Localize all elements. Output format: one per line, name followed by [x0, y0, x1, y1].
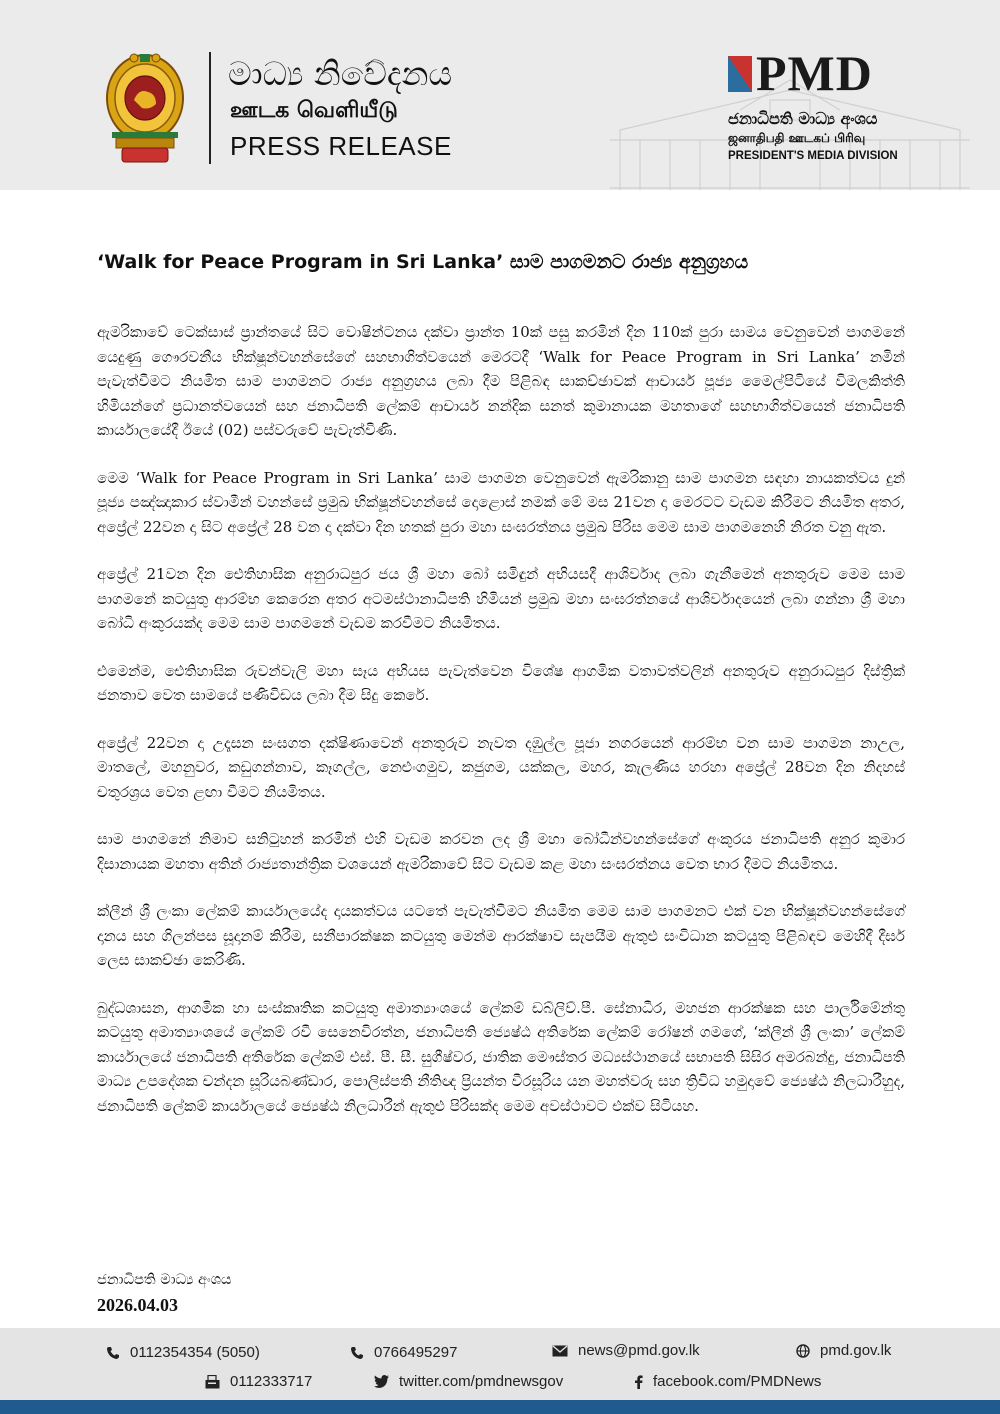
paragraph: අප්‍රේල් 22වන දා උදෑසන සංඝගත දක්ෂිණාවෙන් අනතුරුව නැවත දඹුල්ල පූජා නගරයෙන් ආරම්භ වන සාම පාගමන නාඋල, මාතලේ, මහනුවර, කඩුගන්නාව, කෑගල්ල, නෙළුංගමුව, කජුගම, යක්කල, මහර, කැලණිය හරහා අප්‍රේල් 28වන දින නිදහස් චතුරශ්‍රය වෙත ළඟා වීමට නියමිතය. [97, 733, 905, 801]
phone1-text[interactable]: 0112354354 (5050) [130, 1344, 260, 1361]
phone2-text[interactable]: 0766495297 [374, 1344, 458, 1361]
press-release-body [97, 320, 905, 1141]
footer-fax [205, 1373, 312, 1390]
phone-icon [350, 1346, 364, 1360]
fax-icon [205, 1375, 220, 1389]
paragraph: එමෙන්ම, ඓතිහාසික රුවන්වැලි මහා සෑය අභියස පැවැත්වෙන විශේෂ ආගමික වතාවත්වලින් අනතුරුව අනුරාධපුර දිස්ත්‍රික් ජනතාව වෙත සාමයේ පණිවිඩය ලබා දීම සිදු කෙරේ. [97, 661, 905, 704]
paragraph: ක්ලීන් ශ්‍රී ලංකා ලේකම් කාර්යාලයේද දායකත්වය යටතේ පැවැත්වීමට නියමිත මෙම සාම පාගමනට එක් වන භික්ෂූන්වහන්සේගේ දානය සහ ගිලන්පස සූදානම් කිරීම, සනීපාරක්ෂක කටයුතු මෙන්ම ආරක්ෂාව සැපයීම ඇතුළු සංවිධාන කටයුතු පිළිබඳව මෙහිදී දීර්ඝ ලෙස සාකච්ඡා කෙරිණි. [97, 902, 905, 969]
paragraph: සාම පාගමනේ නිමාව සනිටුහන් කරමින් එහි වැඩම කරවන ලද ශ්‍රී මහා බෝධීන්වහන්සේගේ අංකුරය ජනාධිපති අනුර කුමාර දිසානායක මහතා අතින් රාජ්‍යතාන්ත්‍රික වශයෙන් ඇමරිකාවේ සිට වැඩම කළ මහා සංඝරත්නය වෙත භාර දීමට නියමිතය. [97, 830, 905, 873]
paragraph: අප්‍රේල් 21වන දින ඓතිහාසික අනුරාධපුර ජය ශ්‍රී මහා බෝ සමිඳුන් අභියසදී ආශිර්වාද ලබා ගැනීමෙන් අනතුරුව මෙම සාම පාගමනේ කටයුතු ආරම්භ කෙරෙන අතර අටමස්ථානාධිපති හිමියන් ප්‍රමුඛ මහා සංඝරත්නයේ ආශිර්වාදයෙන් ලබා ගන්නා ශ්‍රී මහා බෝධි අංකුරයක්ද මෙම සාම පාගමනේ වැඩම කරවීමට නියමිතය. [97, 565, 905, 632]
facebook-link[interactable]: facebook.com/PMDNews [653, 1373, 822, 1390]
release-date: 2026.04.03 [97, 1295, 178, 1315]
footer-web [796, 1342, 891, 1359]
email-link[interactable]: news@pmd.gov.lk [578, 1342, 700, 1359]
email-icon [552, 1345, 568, 1357]
fax-text: 0112333717 [230, 1373, 313, 1390]
header-title-english: PRESS RELEASE [230, 131, 452, 161]
paragraph: ඇමරිකාවේ ටෙක්සාස් ප්‍රාන්තයේ සිට වොෂින්ටනය දක්වා ප්‍රාන්ත 10ක් පසු කරමින් දින 110ක් පුරා සාමය වෙනුවෙන් පාගමනේ යෙදුණු ගෞරවනීය භික්ෂූන්වහන්සේගේ සහභාගිත්වයෙන් මෙරටදී ‘Walk for Peace Program in Sri Lanka’ නමින් පැවැත්වීමට නියමිත සාම පාගමනට රාජ්‍ය අනුග්‍රහය ලබා දීම පිළිබඳ සාකච්ඡාවක් ආචාර්ය පූජ්‍ය මෛල්පිටියේ විමලකිත්ති හිමියන්ගේ ප්‍රධානත්වයෙන් සහ ජනාධිපති ලේකම් ආචාර්ය නන්දික සනත් කුමානායක මහතාගේ සහභාගිත්වයෙන් ජනාධිපති කාර්යාලයේදී ඊයේ (02) පස්වරුවේ පැවැත්විණි. [97, 323, 905, 439]
header-title-sinhala: මාධ්‍ය නිවේදනය [228, 54, 453, 93]
footer-email [552, 1342, 700, 1359]
footer-phone2 [350, 1344, 457, 1361]
twitter-link[interactable]: twitter.com/pmdnewsgov [399, 1373, 564, 1390]
pmd-name-english: PRESIDENT'S MEDIA DIVISION [728, 150, 898, 162]
pmd-name-sinhala: ජනාධිපති මාධ්‍ය අංශය [728, 109, 878, 128]
footer-facebook [634, 1373, 821, 1390]
header-title-tamil: ஊடக வெளியீடு [230, 98, 398, 123]
facebook-icon [634, 1375, 643, 1389]
website-link[interactable]: pmd.gov.lk [820, 1342, 892, 1359]
signoff-org: ජනාධිපති මාධ්‍ය අංශය [97, 1272, 232, 1288]
paragraph: බුද්ධශාසන, ආගමික හා සංස්කෘතික කටයුතු අමාත්‍යාංශයේ ලේකම් ඩබ්ලිව්.පී. සේනාධීර, මහජන ආරක්ෂක සහ පාර්ලිමේන්තු කටයුතු අමාත්‍යාංශයේ ලේකම් රවී සෙනෙවිරත්න, ජනාධිපති ජ්‍යෙෂ්ඨ අතිරේක ලේකම් රෝෂන් ගමගේ, ‘ක්ලීන් ශ්‍රී ලංකා’ ලේකම් කාර්යාලයේ ජනාධිපති අතිරේක ලේකම් එස්. පී. සී. සුගීෂ්වර, ජාතික මෞස්තර මධ්‍යස්ථානයේ සභාපති සිසිර අමරබන්දු, ජනාධිපති මාධ්‍ය උපදේශක චන්දන සූරියබණ්ඩාර, පොලිස්පති නීතිඥ ප්‍රියන්ත වීරසූරිය යන මහත්වරු සහ ත්‍රිවිධ හමුදාවේ ජ්‍යෙෂ්ඨ නිලධාරීහුද, ජනාධිපති ලේකම් කාර්යාලයේ ජ්‍යෙෂ්ඨ නිලධාරීන් ඇතුළු පිරිසක්ද මෙම අවස්ථාවට එක්ව සිටියහ. [97, 998, 905, 1115]
paragraph: මෙම ‘Walk for Peace Program in Sri Lanka’ සාම පාගමන වෙනුවෙන් ඇමරිකානු සාම පාගමන සඳහා නායකත්වය දුන් පූජ්‍ය පඤ්ඤාකාර ස්වාමීන් වහන්සේ ප්‍රමුඛ භික්ෂූන්වහන්සේ දොළොස් නමක් මේ මස 21වන දා මෙරටට වැඩම කිරීමට නියමිත අතර, අප්‍රේල් 22වන දා සිට අප්‍රේල් 28 වන දා දක්වා දින හතක් පුරා මහා සංඝරත්නය ප්‍රමුඛ පිරිස මෙම සාම පාගමනෙහි නිරත වනු ඇත. [97, 468, 905, 536]
twitter-icon [374, 1375, 389, 1388]
pmd-name-tamil: ஜனாதிபதி ஊடகப் பிரிவு [728, 131, 866, 145]
pmd-logo-text: PMD [756, 45, 873, 101]
sri-lanka-emblem-icon [104, 48, 186, 166]
footer-phone1 [106, 1344, 260, 1361]
contact-footer [0, 1328, 1000, 1400]
globe-icon [796, 1344, 810, 1358]
signoff [97, 1268, 231, 1318]
footer-accent-bar [0, 1400, 1000, 1414]
phone-icon [106, 1346, 120, 1360]
pmd-logo-mark-icon [728, 56, 752, 92]
letterhead [0, 0, 1000, 190]
footer-twitter [374, 1373, 563, 1390]
press-release-title: ‘Walk for Peace Program in Sri Lanka’ සාම පාගමනට රාජ්‍ය අනුග්‍රහය [97, 251, 749, 273]
header-divider [209, 52, 211, 164]
